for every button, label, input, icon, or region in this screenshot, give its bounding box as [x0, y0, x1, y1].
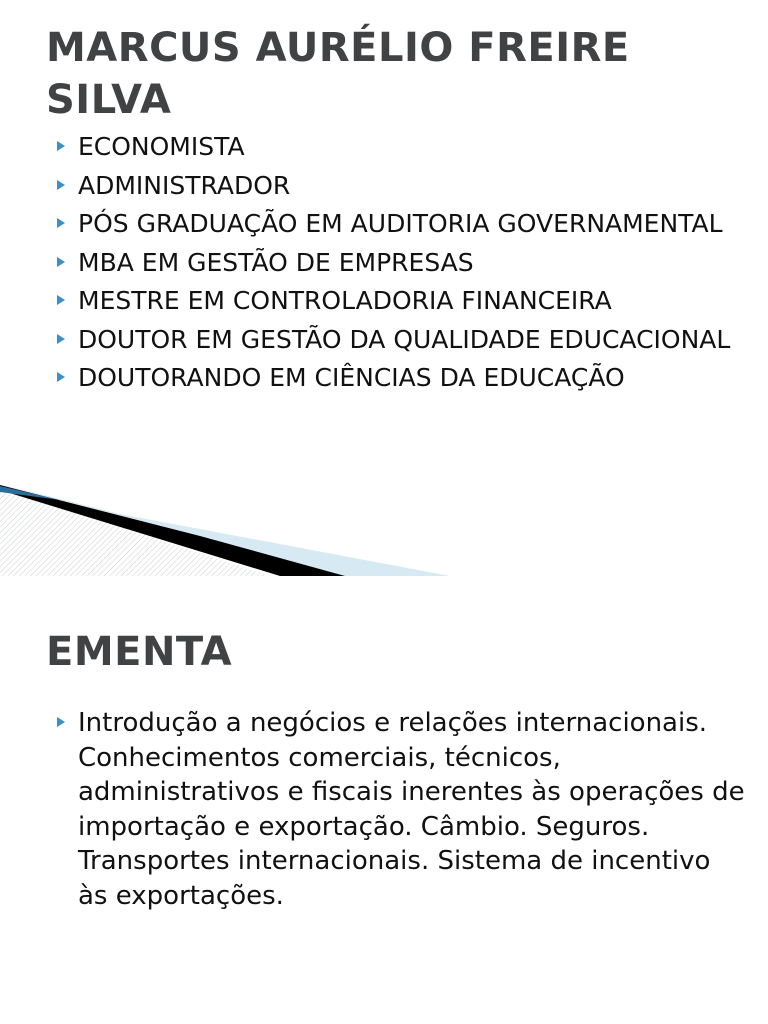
bullet-list	[0, 130, 768, 400]
list-item	[0, 284, 768, 319]
triangle-right-icon	[57, 717, 65, 727]
list-item	[0, 361, 768, 396]
triangle-right-icon	[57, 257, 65, 267]
list-item	[0, 169, 768, 204]
list-item-text: DOUTOR EM GESTÃO DA QUALIDADE EDUCACIONAL	[78, 324, 731, 354]
list-item	[0, 130, 768, 165]
slide-title: MARCUS AURÉLIO FREIRE SILVA	[46, 25, 630, 123]
bullet-list	[0, 706, 768, 918]
list-item-text: PÓS GRADUAÇÃO EM AUDITORIA GOVERNAMENTAL	[78, 209, 723, 238]
triangle-right-icon	[57, 334, 65, 344]
list-item-text: MBA EM GESTÃO DE EMPRESAS	[78, 247, 474, 277]
list-item-text: DOUTORANDO EM CIÊNCIAS DA EDUCAÇÃO	[78, 363, 625, 392]
slide-title: EMENTA	[46, 629, 233, 675]
list-item	[0, 706, 768, 914]
list-item-text: ADMINISTRADOR	[78, 170, 291, 200]
slide-ementa	[0, 576, 768, 1024]
swoosh-decoration	[0, 476, 768, 576]
list-item	[0, 207, 768, 242]
triangle-right-icon	[57, 295, 65, 305]
triangle-right-icon	[57, 218, 65, 228]
list-item	[0, 246, 768, 281]
list-item	[0, 323, 768, 358]
triangle-right-icon	[57, 141, 65, 151]
triangle-right-icon	[57, 372, 65, 382]
list-item-text: MESTRE EM CONTROLADORIA FINANCEIRA	[78, 286, 612, 315]
triangle-right-icon	[57, 180, 65, 190]
list-item-text: ECONOMISTA	[78, 132, 245, 161]
list-item-text: Introdução a negócios e relações internacionais. Conhecimentos comerciais, técnicos, administrativos e fiscais inerentes às operações de importação e exportação. Câmbio. Seguros. Transportes internacionais. Sistema de incentivo às exportações.	[78, 708, 745, 911]
